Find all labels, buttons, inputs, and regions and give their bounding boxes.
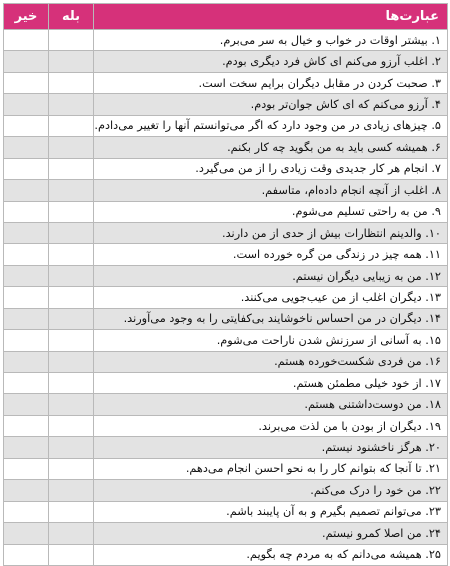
yes-answer-cell[interactable] xyxy=(49,180,94,201)
table-row xyxy=(4,222,448,243)
statements-header: عبارت‌ها xyxy=(94,4,448,30)
table-row xyxy=(4,458,448,479)
yes-answer-cell[interactable] xyxy=(49,222,94,243)
no-answer-cell[interactable] xyxy=(4,415,49,436)
statement-cell: ۵. چیزهای زیادی در من وجود دارد که اگر می‌توانستم آنها را تغییر می‌دادم. xyxy=(94,115,448,136)
table-row xyxy=(4,308,448,329)
statement-cell: ۱۱. همه چیز در زندگی من گره خورده است. xyxy=(94,244,448,265)
yes-answer-cell[interactable] xyxy=(49,265,94,286)
table-row xyxy=(4,501,448,522)
statement-cell: ۲۰. هرگز ناخشنود نیستم. xyxy=(94,437,448,458)
statement-cell: ۱۸. من دوست‌داشتنی هستم. xyxy=(94,394,448,415)
statement-cell: ۷. انجام هر کار جدیدی وقت زیادی را از من می‌گیرد. xyxy=(94,158,448,179)
table-row xyxy=(4,201,448,222)
table-row xyxy=(4,394,448,415)
table-row xyxy=(4,265,448,286)
questionnaire-table xyxy=(3,3,448,566)
no-answer-cell[interactable] xyxy=(4,180,49,201)
no-answer-cell[interactable] xyxy=(4,394,49,415)
no-answer-cell[interactable] xyxy=(4,330,49,351)
questionnaire-body xyxy=(4,30,448,566)
table-row xyxy=(4,523,448,544)
yes-answer-cell[interactable] xyxy=(49,30,94,51)
statement-cell: ۲۴. من اصلا کمرو نیستم. xyxy=(94,523,448,544)
table-row xyxy=(4,30,448,51)
no-answer-cell[interactable] xyxy=(4,201,49,222)
yes-answer-cell[interactable] xyxy=(49,458,94,479)
table-row xyxy=(4,158,448,179)
no-answer-cell[interactable] xyxy=(4,244,49,265)
statement-cell: ۱۳. دیگران اغلب از من عیب‌جویی می‌کنند. xyxy=(94,287,448,308)
statement-cell: ۲. اغلب آرزو می‌کنم ای کاش فرد دیگری بودم. xyxy=(94,51,448,72)
table-row xyxy=(4,115,448,136)
no-answer-cell[interactable] xyxy=(4,480,49,501)
statement-cell: ۶. همیشه کسی باید به من بگوید چه کار بکنم. xyxy=(94,137,448,158)
statement-cell: ۱۰. والدینم انتظارات بیش از حدی از من دارند. xyxy=(94,222,448,243)
table-row xyxy=(4,351,448,372)
statement-cell: ۹. من به راحتی تسلیم می‌شوم. xyxy=(94,201,448,222)
no-answer-cell[interactable] xyxy=(4,30,49,51)
no-header: خیر xyxy=(4,4,49,30)
no-answer-cell[interactable] xyxy=(4,373,49,394)
statement-cell: ۱. بیشتر اوقات در خواب و خیال به سر می‌برم. xyxy=(94,30,448,51)
table-row xyxy=(4,137,448,158)
statement-cell: ۱۶. من فردی شکست‌خورده هستم. xyxy=(94,351,448,372)
statement-cell: ۱۴. دیگران در من احساس ناخوشایند بی‌کفایتی را به وجود می‌آورند. xyxy=(94,308,448,329)
table-header-row xyxy=(4,4,448,30)
yes-answer-cell[interactable] xyxy=(49,394,94,415)
table-row xyxy=(4,415,448,436)
table-row xyxy=(4,180,448,201)
table-row xyxy=(4,72,448,93)
yes-answer-cell[interactable] xyxy=(49,501,94,522)
statement-cell: ۸. اغلب از آنچه انجام داده‌ام، متاسفم. xyxy=(94,180,448,201)
no-answer-cell[interactable] xyxy=(4,94,49,115)
table-row xyxy=(4,51,448,72)
no-answer-cell[interactable] xyxy=(4,501,49,522)
table-row xyxy=(4,480,448,501)
statement-cell: ۲۲. من خود را درک می‌کنم. xyxy=(94,480,448,501)
yes-answer-cell[interactable] xyxy=(49,51,94,72)
yes-answer-cell[interactable] xyxy=(49,330,94,351)
table-row xyxy=(4,544,448,565)
no-answer-cell[interactable] xyxy=(4,115,49,136)
table-row xyxy=(4,330,448,351)
yes-answer-cell[interactable] xyxy=(49,137,94,158)
no-answer-cell[interactable] xyxy=(4,308,49,329)
yes-answer-cell[interactable] xyxy=(49,287,94,308)
yes-answer-cell[interactable] xyxy=(49,201,94,222)
no-answer-cell[interactable] xyxy=(4,222,49,243)
yes-answer-cell[interactable] xyxy=(49,480,94,501)
yes-answer-cell[interactable] xyxy=(49,115,94,136)
statement-cell: ۱۵. به آسانی از سرزنش شدن ناراحت می‌شوم. xyxy=(94,330,448,351)
yes-answer-cell[interactable] xyxy=(49,437,94,458)
no-answer-cell[interactable] xyxy=(4,287,49,308)
table-row xyxy=(4,437,448,458)
yes-answer-cell[interactable] xyxy=(49,523,94,544)
no-answer-cell[interactable] xyxy=(4,544,49,565)
table-row xyxy=(4,244,448,265)
no-answer-cell[interactable] xyxy=(4,72,49,93)
questionnaire-container xyxy=(3,3,447,562)
yes-answer-cell[interactable] xyxy=(49,373,94,394)
no-answer-cell[interactable] xyxy=(4,458,49,479)
yes-answer-cell[interactable] xyxy=(49,308,94,329)
table-row xyxy=(4,373,448,394)
no-answer-cell[interactable] xyxy=(4,265,49,286)
yes-answer-cell[interactable] xyxy=(49,72,94,93)
no-answer-cell[interactable] xyxy=(4,351,49,372)
statement-cell: ۱۲. من به زیبایی دیگران نیستم. xyxy=(94,265,448,286)
statement-cell: ۲۵. همیشه می‌دانم که به مردم چه بگویم. xyxy=(94,544,448,565)
yes-answer-cell[interactable] xyxy=(49,244,94,265)
yes-answer-cell[interactable] xyxy=(49,94,94,115)
table-row xyxy=(4,94,448,115)
statement-cell: ۴. آرزو می‌کنم که ای کاش جوان‌تر بودم. xyxy=(94,94,448,115)
yes-answer-cell[interactable] xyxy=(49,158,94,179)
no-answer-cell[interactable] xyxy=(4,51,49,72)
no-answer-cell[interactable] xyxy=(4,437,49,458)
no-answer-cell[interactable] xyxy=(4,158,49,179)
table-row xyxy=(4,287,448,308)
statement-cell: ۲۱. تا آنجا که بتوانم کار را به نحو احسن انجام می‌دهم. xyxy=(94,458,448,479)
no-answer-cell[interactable] xyxy=(4,137,49,158)
yes-header: بله xyxy=(49,4,94,30)
yes-answer-cell[interactable] xyxy=(49,351,94,372)
yes-answer-cell[interactable] xyxy=(49,544,94,565)
statement-cell: ۳. صحبت کردن در مقابل دیگران برایم سخت است. xyxy=(94,72,448,93)
no-answer-cell[interactable] xyxy=(4,523,49,544)
statement-cell: ۱۷. از خود خیلی مطمئن هستم. xyxy=(94,373,448,394)
yes-answer-cell[interactable] xyxy=(49,415,94,436)
statement-cell: ۱۹. دیگران از بودن با من لذت می‌برند. xyxy=(94,415,448,436)
statement-cell: ۲۳. می‌توانم تصمیم بگیرم و به آن پایبند باشم. xyxy=(94,501,448,522)
